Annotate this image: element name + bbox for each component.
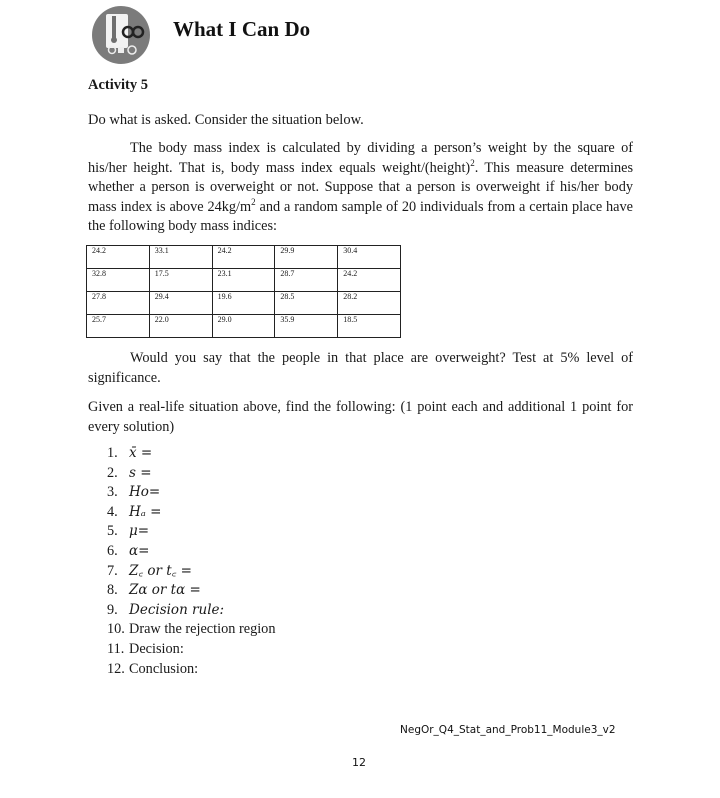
list-item-number: 1. — [107, 445, 118, 461]
list-item — [107, 601, 275, 621]
list-item-number: 3. — [107, 484, 118, 501]
list-item-number: 11. — [107, 640, 125, 657]
table-cell: 28.5 — [275, 292, 338, 315]
list-item — [107, 640, 275, 660]
table-cell: 29.9 — [275, 246, 338, 269]
bmi-data-table — [86, 245, 401, 338]
table-cell: 23.1 — [212, 269, 275, 292]
question-paragraph: Would you say that the people in that place are overweight? Test at 5% level of significance. — [88, 350, 633, 386]
list-item-text: x̄ = — [129, 445, 153, 461]
list-item — [107, 503, 275, 523]
list-item — [107, 483, 275, 503]
activity-instruction: Do what is asked. Consider the situation below. — [88, 112, 364, 128]
list-item-text: α= — [129, 542, 150, 559]
table-cell: 25.7 — [87, 315, 150, 338]
table-cell: 29.4 — [149, 292, 212, 315]
list-item-text: Draw the rejection region — [129, 621, 276, 638]
list-item — [107, 620, 275, 640]
list-item-text: μ= — [129, 523, 150, 540]
table-cell: 19.6 — [212, 292, 275, 315]
table-cell: 24.2 — [212, 246, 275, 269]
table-row — [87, 292, 401, 315]
list-item-text: Hₐ = — [129, 503, 162, 520]
list-item-text: Conclusion: — [129, 660, 199, 677]
list-item — [107, 660, 275, 680]
table-cell: 33.1 — [149, 246, 212, 269]
table-cell: 24.2 — [338, 269, 401, 292]
table-row — [87, 269, 401, 292]
list-item-text: s = — [129, 464, 152, 481]
list-item-text: Z꜀ or t꜀ = — [129, 562, 192, 579]
list-item — [107, 542, 275, 562]
module-code: NegOr_Q4_Stat_and_Prob11_Module3_v2 — [400, 724, 616, 736]
list-item — [107, 581, 275, 601]
list-item-text: Zα or tα = — [129, 582, 201, 599]
list-item — [107, 444, 275, 464]
table-cell: 18.5 — [338, 315, 401, 338]
list-item-number: 9. — [107, 601, 118, 618]
list-item-text: Decision rule: — [129, 601, 225, 618]
list-item-number: 7. — [107, 562, 118, 579]
page-number: 12 — [352, 756, 366, 769]
list-item-number: 12. — [107, 660, 125, 677]
list-item — [107, 522, 275, 542]
list-item-number: 10. — [107, 621, 125, 638]
section-title: What I Can Do — [173, 17, 311, 41]
task-list — [107, 444, 275, 679]
problem-paragraph: The body mass index is calculated by dividing a person’s weight by the square of his/her height. That is, body mass index equals weight/(height)$^2$. This measure determines whether a person is overweight or not. Suppose that a person is overweight if his/her body mass index is above $24kg/m^2$ and a random sample of 20 individuals from a certain place have the following body mass indices: — [88, 140, 634, 234]
list-item-number: 5. — [107, 523, 118, 540]
table-cell: 22.0 — [149, 315, 212, 338]
list-item — [107, 562, 275, 582]
table-cell: 27.8 — [87, 292, 150, 315]
table-cell: 17.5 — [149, 269, 212, 292]
list-item-number: 4. — [107, 503, 118, 520]
tools-icon — [92, 6, 150, 64]
activity-heading: Activity 5 — [88, 77, 148, 93]
list-item — [107, 464, 275, 484]
table-cell: 28.7 — [275, 269, 338, 292]
list-item-number: 6. — [107, 542, 118, 559]
table-row — [87, 315, 401, 338]
list-item-text: Ho= — [129, 484, 161, 501]
list-item-number: 2. — [107, 464, 118, 481]
list-item-number: 8. — [107, 582, 118, 599]
table-cell: 29.0 — [212, 315, 275, 338]
table-cell: 28.2 — [338, 292, 401, 315]
list-item-text: Decision: — [129, 640, 184, 657]
table-cell: 35.9 — [275, 315, 338, 338]
table-cell: 32.8 — [87, 269, 150, 292]
table-cell: 30.4 — [338, 246, 401, 269]
table-row — [87, 246, 401, 269]
given-instructions: Given a real-life situation above, find the following: (1 point each and additional 1 point for every solution) — [88, 399, 633, 435]
table-cell: 24.2 — [87, 246, 150, 269]
